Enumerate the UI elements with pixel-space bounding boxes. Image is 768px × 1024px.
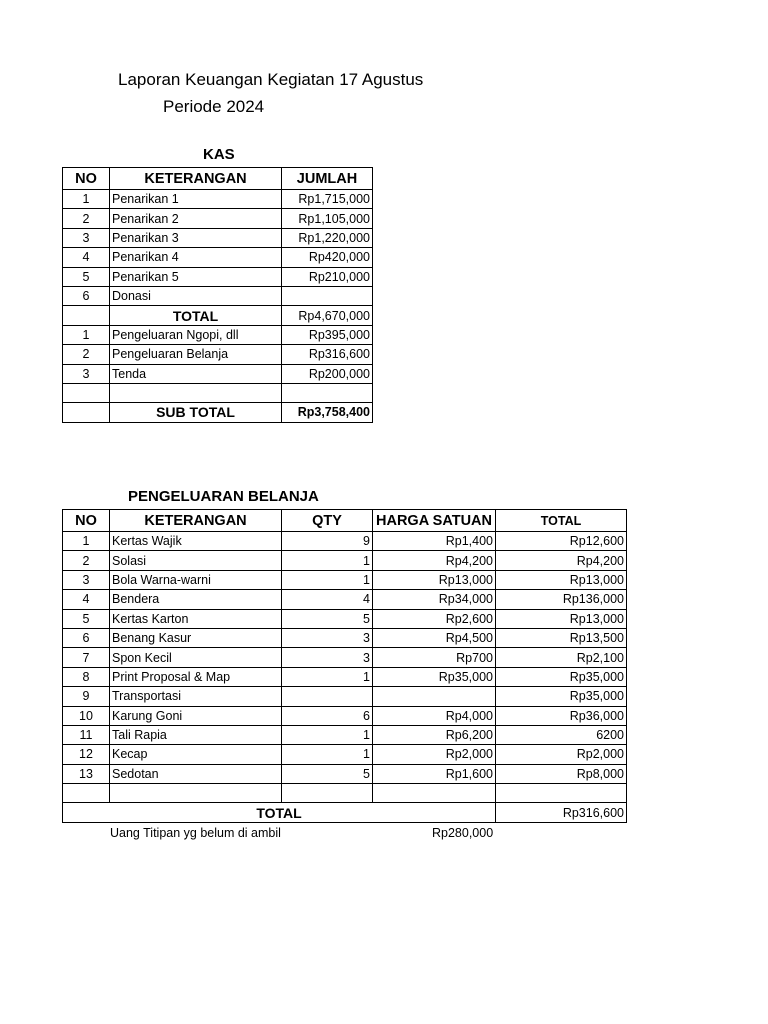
table-row: [63, 267, 373, 286]
report-period: Periode 2024: [163, 97, 265, 116]
kas-col-jumlah: JUMLAH: [282, 168, 373, 190]
row-total: Rp36,000: [496, 706, 627, 725]
row-qty: 5: [282, 764, 373, 783]
row-price: Rp4,000: [373, 706, 496, 725]
row-no: 6: [63, 628, 110, 647]
row-desc: Penarikan 4: [110, 248, 282, 267]
row-no: 3: [63, 570, 110, 589]
belanja-rows: [63, 532, 627, 784]
row-desc: Penarikan 5: [110, 267, 282, 286]
belanja-col-keterangan: KETERANGAN: [110, 510, 282, 532]
kas-empty-row: [63, 383, 373, 402]
table-row: [63, 248, 373, 267]
table-row: [63, 648, 627, 667]
row-amount: Rp420,000: [282, 248, 373, 267]
row-qty: 1: [282, 725, 373, 744]
row-desc: Tali Rapia: [110, 725, 282, 744]
row-qty: 3: [282, 648, 373, 667]
row-total: 6200: [496, 725, 627, 744]
kas-total-amount: Rp4,670,000: [282, 306, 373, 325]
row-amount: Rp210,000: [282, 267, 373, 286]
kas-table: [62, 167, 373, 423]
row-price: Rp34,000: [373, 590, 496, 609]
table-row: [63, 209, 373, 228]
table-row: [63, 590, 627, 609]
row-desc: Spon Kecil: [110, 648, 282, 667]
table-row: [63, 725, 627, 744]
row-no: 3: [63, 228, 110, 247]
table-row: [63, 551, 627, 570]
row-desc: Kertas Karton: [110, 609, 282, 628]
kas-expense-rows: [63, 325, 373, 383]
row-no: 10: [63, 706, 110, 725]
row-no: 5: [63, 267, 110, 286]
row-price: Rp2,000: [373, 745, 496, 764]
row-desc: Pengeluaran Belanja: [110, 345, 282, 364]
row-desc: Solasi: [110, 551, 282, 570]
uang-titipan-label: Uang Titipan yg belum di ambil: [110, 826, 281, 840]
row-price: Rp6,200: [373, 725, 496, 744]
row-price: Rp1,400: [373, 532, 496, 551]
row-no: 3: [63, 364, 110, 383]
table-row: [63, 764, 627, 783]
kas-income-rows: [63, 190, 373, 306]
row-desc: Tenda: [110, 364, 282, 383]
row-total: Rp2,000: [496, 745, 627, 764]
row-no: 12: [63, 745, 110, 764]
row-price: Rp35,000: [373, 667, 496, 686]
row-no: 11: [63, 725, 110, 744]
row-desc: Pengeluaran Ngopi, dll: [110, 325, 282, 344]
belanja-col-qty: QTY: [282, 510, 373, 532]
belanja-col-harga: HARGA SATUAN: [373, 510, 496, 532]
row-no: 13: [63, 764, 110, 783]
row-desc: Kertas Wajik: [110, 532, 282, 551]
row-price: Rp4,200: [373, 551, 496, 570]
table-row: [63, 364, 373, 383]
belanja-section-title: PENGELUARAN BELANJA: [128, 488, 319, 505]
row-amount: Rp316,600: [282, 345, 373, 364]
kas-total-no: [63, 306, 110, 325]
row-price: Rp4,500: [373, 628, 496, 647]
row-no: 4: [63, 590, 110, 609]
belanja-empty-row: [63, 784, 627, 803]
table-row: [63, 325, 373, 344]
row-amount: [282, 286, 373, 305]
row-total: Rp2,100: [496, 648, 627, 667]
belanja-col-total: TOTAL: [496, 510, 627, 532]
kas-section-title: KAS: [203, 146, 235, 163]
table-row: [63, 228, 373, 247]
uang-titipan-amount: Rp280,000: [432, 826, 494, 840]
row-no: 2: [63, 345, 110, 364]
table-row: [63, 286, 373, 305]
row-desc: Sedotan: [110, 764, 282, 783]
row-no: 4: [63, 248, 110, 267]
table-row: [63, 345, 373, 364]
row-total: Rp35,000: [496, 667, 627, 686]
row-no: 8: [63, 667, 110, 686]
row-desc: Karung Goni: [110, 706, 282, 725]
row-no: 5: [63, 609, 110, 628]
kas-subtotal-label: SUB TOTAL: [110, 403, 282, 422]
row-price: Rp13,000: [373, 570, 496, 589]
row-no: 2: [63, 209, 110, 228]
table-row: [63, 532, 627, 551]
row-desc: Transportasi: [110, 687, 282, 706]
kas-col-keterangan: KETERANGAN: [110, 168, 282, 190]
row-no: 6: [63, 286, 110, 305]
row-no: 1: [63, 190, 110, 209]
row-no: 1: [63, 532, 110, 551]
row-amount: Rp200,000: [282, 364, 373, 383]
row-desc: Penarikan 3: [110, 228, 282, 247]
kas-subtotal-amount: Rp3,758,400: [282, 403, 373, 422]
row-total: Rp13,500: [496, 628, 627, 647]
row-desc: Kecap: [110, 745, 282, 764]
table-row: [63, 628, 627, 647]
row-price: Rp1,600: [373, 764, 496, 783]
row-total: Rp136,000: [496, 590, 627, 609]
row-qty: 1: [282, 745, 373, 764]
row-no: 9: [63, 687, 110, 706]
row-total: Rp13,000: [496, 570, 627, 589]
row-qty: 1: [282, 570, 373, 589]
report-title: Laporan Keuangan Kegiatan 17 Agustus: [118, 70, 424, 89]
row-amount: Rp395,000: [282, 325, 373, 344]
row-price: Rp700: [373, 648, 496, 667]
belanja-header-row: [63, 510, 627, 532]
row-amount: Rp1,105,000: [282, 209, 373, 228]
table-row: [63, 687, 627, 706]
row-amount: Rp1,715,000: [282, 190, 373, 209]
kas-subtotal-row: [63, 403, 373, 422]
row-no: 2: [63, 551, 110, 570]
row-total: Rp4,200: [496, 551, 627, 570]
kas-col-no: NO: [63, 168, 110, 190]
row-no: 7: [63, 648, 110, 667]
row-desc: Bendera: [110, 590, 282, 609]
belanja-total-label: TOTAL: [63, 803, 496, 822]
row-desc: Donasi: [110, 286, 282, 305]
table-row: [63, 190, 373, 209]
row-desc: Print Proposal & Map: [110, 667, 282, 686]
row-qty: 6: [282, 706, 373, 725]
kas-total-row: [63, 306, 373, 325]
row-no: 1: [63, 325, 110, 344]
row-qty: [282, 687, 373, 706]
row-qty: 1: [282, 667, 373, 686]
row-qty: 9: [282, 532, 373, 551]
row-qty: 1: [282, 551, 373, 570]
row-total: Rp35,000: [496, 687, 627, 706]
row-price: Rp2,600: [373, 609, 496, 628]
row-amount: Rp1,220,000: [282, 228, 373, 247]
table-row: [63, 609, 627, 628]
table-row: [63, 745, 627, 764]
kas-header-row: [63, 168, 373, 190]
row-price: [373, 687, 496, 706]
row-desc: Benang Kasur: [110, 628, 282, 647]
row-qty: 5: [282, 609, 373, 628]
row-desc: Bola Warna-warni: [110, 570, 282, 589]
row-total: Rp12,600: [496, 532, 627, 551]
row-desc: Penarikan 2: [110, 209, 282, 228]
table-row: [63, 570, 627, 589]
row-total: Rp13,000: [496, 609, 627, 628]
belanja-table: [62, 509, 627, 823]
belanja-total-amount: Rp316,600: [496, 803, 627, 822]
belanja-col-no: NO: [63, 510, 110, 532]
row-total: Rp8,000: [496, 764, 627, 783]
table-row: [63, 667, 627, 686]
row-qty: 3: [282, 628, 373, 647]
row-desc: Penarikan 1: [110, 190, 282, 209]
table-row: [63, 706, 627, 725]
kas-total-label: TOTAL: [110, 306, 282, 325]
belanja-total-row: [63, 803, 627, 822]
row-qty: 4: [282, 590, 373, 609]
